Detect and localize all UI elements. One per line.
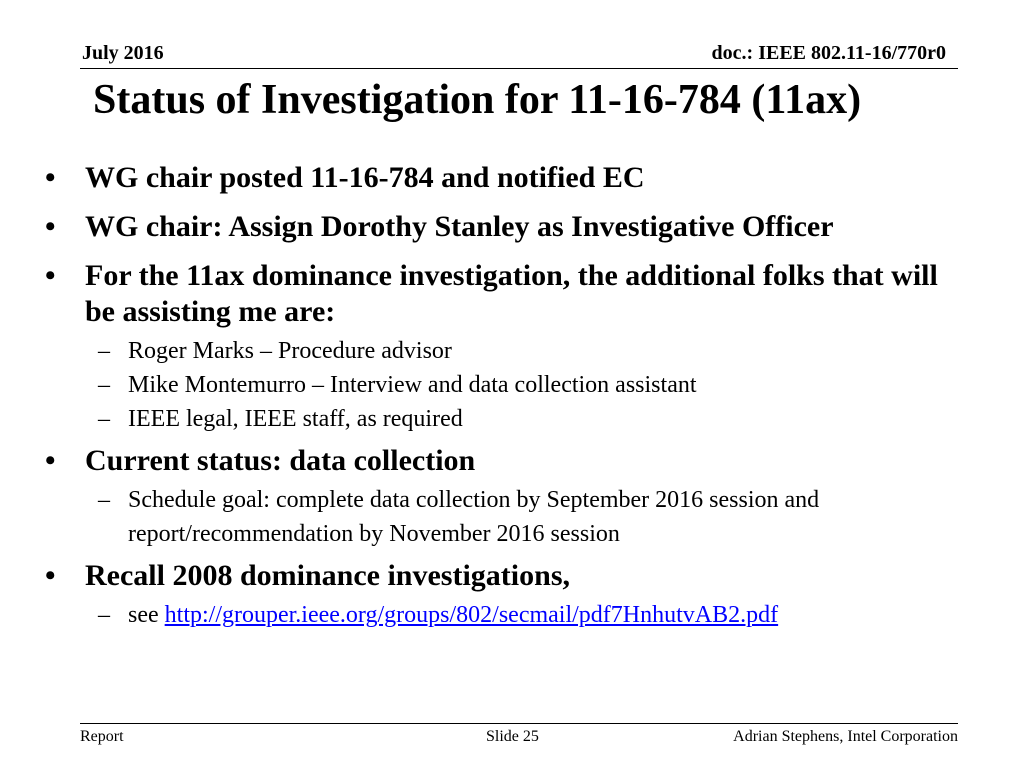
bullet-item (40, 558, 960, 594)
footer-left: Report (80, 728, 124, 745)
bullet-icon: • (45, 444, 56, 477)
bullet-icon: • (45, 210, 56, 243)
sub-list (40, 334, 960, 436)
sub-bullet-text: Mike Montemurro – Interview and data collection assistant (128, 372, 697, 398)
bullet-item (40, 258, 960, 330)
bullet-item (40, 443, 960, 479)
bullet-text: WG chair posted 11-16-784 and notified EC (85, 161, 645, 194)
dash-icon: – (98, 372, 110, 398)
sub-bullet-text: Schedule goal: complete data collection by September 2016 session and report/recommendation by November 2016 session (128, 487, 820, 547)
sub-list (40, 598, 960, 632)
bullet-icon: • (45, 559, 56, 592)
sub-bullet-item (40, 483, 960, 551)
bullet-text: Recall 2008 dominance investigations, (85, 559, 570, 592)
sub-bullet-text: IEEE legal, IEEE staff, as required (128, 406, 463, 432)
sub-bullet-item (40, 334, 960, 368)
footer-author: Adrian Stephens, Intel Corporation (733, 728, 958, 745)
footer-divider (80, 723, 958, 724)
bullet-icon: • (45, 259, 56, 292)
bullet-text: Current status: data collection (85, 444, 476, 477)
bullet-text: WG chair: Assign Dorothy Stanley as Investigative Officer (85, 210, 834, 243)
sub-bullet-item (40, 598, 960, 632)
header-date: July 2016 (82, 42, 164, 64)
sub-list (40, 483, 960, 551)
sub-bullet-text: Roger Marks – Procedure advisor (128, 338, 452, 364)
bullet-item (40, 160, 960, 196)
dash-icon: – (98, 406, 110, 432)
slide-number: Slide 25 (486, 728, 539, 745)
header-doc-id: doc.: IEEE 802.11-16/770r0 (711, 42, 946, 64)
link-prefix: see (128, 602, 165, 628)
secmail-pdf-link[interactable]: http://grouper.ieee.org/groups/802/secmail/pdf7HnhutvAB2.pdf (164, 602, 779, 628)
slide-title: Status of Investigation for 11-16-784 (11ax) (93, 77, 862, 123)
dash-icon: – (98, 338, 110, 364)
bullet-text: For the 11ax dominance investigation, the additional folks that will be assisting me are: (85, 259, 938, 328)
sub-bullet-item (40, 368, 960, 402)
sub-bullet-item (40, 402, 960, 436)
bullet-item (40, 209, 960, 245)
bullet-icon: • (45, 161, 56, 194)
slide-body (40, 160, 960, 639)
dash-icon: – (98, 487, 110, 513)
dash-icon: – (98, 602, 110, 628)
header-divider (80, 68, 958, 69)
